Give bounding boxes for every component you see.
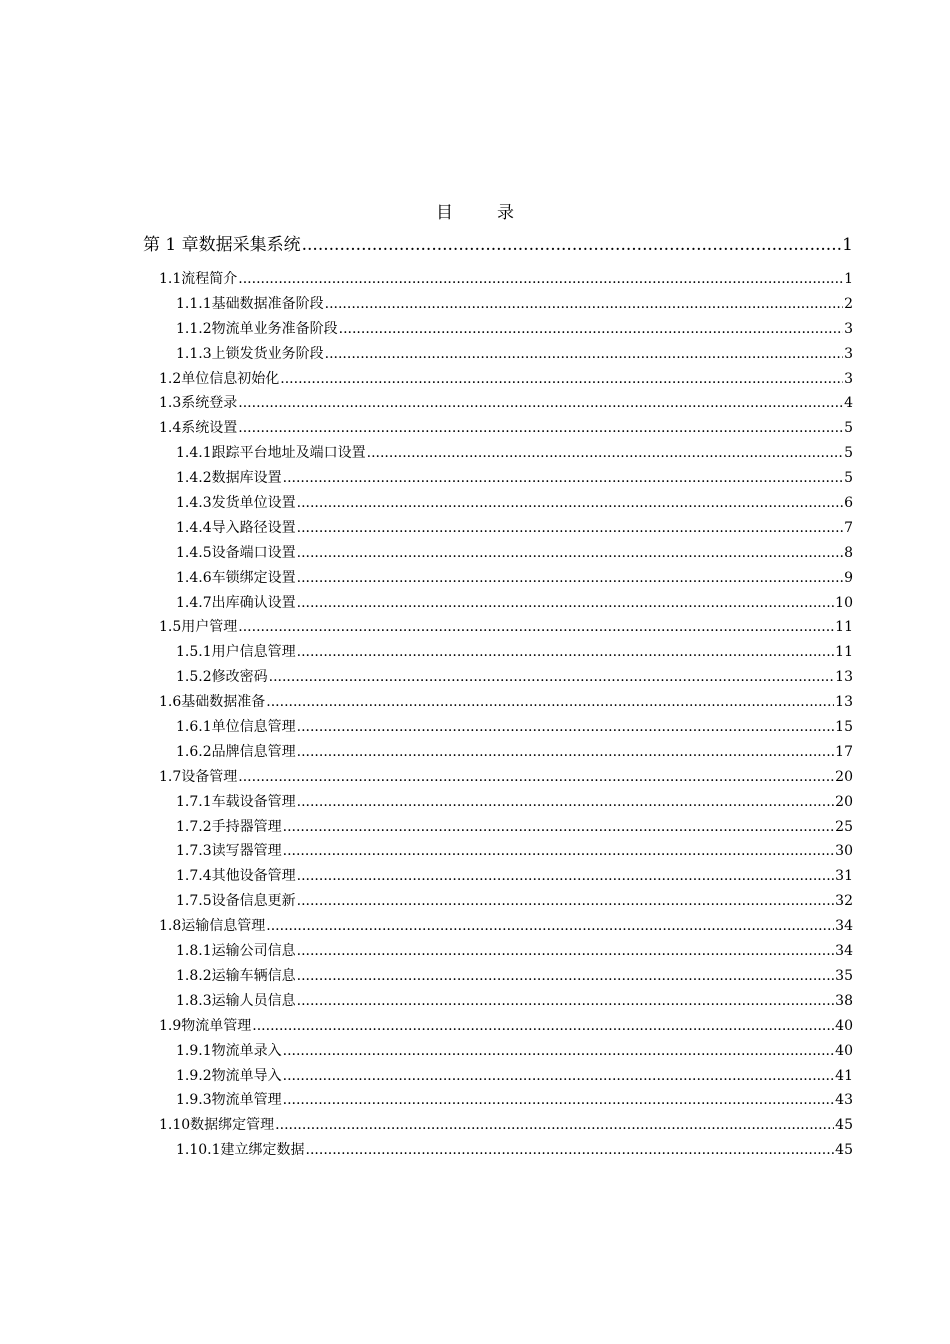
toc-entry-number: 1.6.2 xyxy=(176,743,212,760)
toc-entry-number: 1.9.3 xyxy=(176,1092,212,1109)
toc-entry-number: 1.7.5 xyxy=(176,893,212,910)
toc-dot-leader xyxy=(306,1142,835,1158)
toc-entry-page-number: 4 xyxy=(844,395,853,412)
toc-entry-label: 手持器管理 xyxy=(211,818,282,835)
toc-dot-leader xyxy=(297,744,835,760)
toc-entry-page-number: 45 xyxy=(835,1142,853,1159)
toc-entry[interactable] xyxy=(143,641,853,666)
toc-entry-label: 单位信息管理 xyxy=(211,719,296,736)
toc-entry[interactable] xyxy=(143,666,853,691)
toc-entry-label: 上锁发货业务阶段 xyxy=(211,345,324,362)
toc-entry-page-number: 8 xyxy=(844,544,853,561)
table-of-contents xyxy=(143,230,853,1164)
toc-entry-page-number: 15 xyxy=(835,719,853,736)
toc-entry-page-number: 1 xyxy=(844,271,853,287)
toc-dot-leader xyxy=(325,296,843,312)
toc-entry-number: 1.6.1 xyxy=(176,719,212,736)
toc-entry-number: 1.8.3 xyxy=(176,992,212,1009)
toc-entry-number: 1.4.7 xyxy=(176,594,212,611)
toc-entry[interactable] xyxy=(143,965,853,990)
toc-entry-page-number: 43 xyxy=(835,1092,853,1109)
toc-entry[interactable] xyxy=(143,318,853,343)
toc-entry[interactable] xyxy=(143,368,853,393)
toc-dot-leader xyxy=(283,1043,835,1059)
toc-entry[interactable] xyxy=(143,1015,853,1040)
toc-entry-number: 1.10.1 xyxy=(176,1142,221,1159)
toc-dot-leader xyxy=(297,794,835,810)
toc-dot-leader xyxy=(283,843,835,859)
toc-entry-number: 1.7.4 xyxy=(176,868,212,885)
toc-entry[interactable] xyxy=(143,915,853,940)
toc-entry-page-number: 32 xyxy=(835,893,853,910)
toc-entry-label: 用户管理 xyxy=(181,619,238,636)
toc-entry-label: 物流单管理 xyxy=(181,1017,252,1034)
toc-dot-leader xyxy=(297,719,835,735)
toc-entry-label: 物流单管理 xyxy=(211,1092,282,1109)
toc-entry-page-number: 5 xyxy=(844,420,853,437)
toc-entry-number: 1.7 xyxy=(159,768,182,785)
toc-entry-label: 数据绑定管理 xyxy=(190,1117,275,1134)
toc-entry[interactable] xyxy=(143,890,853,915)
toc-entry-number: 1.1.1 xyxy=(176,295,212,312)
toc-entry-page-number: 11 xyxy=(835,644,853,661)
toc-entry-page-number: 30 xyxy=(835,843,853,860)
toc-entry[interactable] xyxy=(143,492,853,517)
toc-entry[interactable] xyxy=(143,940,853,965)
toc-entry-number: 1.4.3 xyxy=(176,495,212,512)
toc-dot-leader xyxy=(238,420,843,436)
toc-dot-leader xyxy=(238,769,834,785)
toc-entry[interactable] xyxy=(143,691,853,716)
toc-entry-label: 物流单业务准备阶段 xyxy=(211,320,338,337)
toc-entry-page-number: 38 xyxy=(835,992,853,1009)
toc-heading xyxy=(0,198,950,223)
toc-dot-leader xyxy=(283,819,835,835)
toc-entry-label: 用户信息管理 xyxy=(211,644,296,661)
toc-dot-leader xyxy=(297,993,835,1009)
toc-entry-number: 1.4.4 xyxy=(176,519,212,536)
toc-entry-number: 1.7.2 xyxy=(176,818,212,835)
toc-entry-label: 修改密码 xyxy=(211,669,268,686)
toc-entry-page-number: 5 xyxy=(844,445,853,462)
toc-entry-number: 1.4.1 xyxy=(176,445,212,462)
toc-dot-leader xyxy=(297,968,835,984)
toc-entry-page-number: 20 xyxy=(835,793,853,810)
toc-entry-label: 设备管理 xyxy=(181,768,238,785)
toc-entry-label: 其他设备管理 xyxy=(211,868,296,885)
toc-dot-leader xyxy=(266,694,834,710)
toc-entry-number: 1.8 xyxy=(159,918,182,935)
toc-dot-leader xyxy=(297,570,843,586)
toc-entry-page-number: 13 xyxy=(835,669,853,686)
toc-dot-leader xyxy=(252,1018,834,1034)
toc-entry[interactable] xyxy=(143,816,853,841)
toc-entry-label: 基础数据准备 xyxy=(181,694,266,711)
toc-entry-label: 品牌信息管理 xyxy=(211,743,296,760)
toc-entry[interactable] xyxy=(143,1040,853,1065)
toc-entry-label: 基础数据准备阶段 xyxy=(211,295,324,312)
toc-entry[interactable] xyxy=(143,840,853,865)
toc-entry-label: 运输公司信息 xyxy=(211,943,296,960)
toc-entry-label: 出库确认设置 xyxy=(211,594,296,611)
toc-dot-leader xyxy=(269,669,835,685)
toc-entry-page-number: 7 xyxy=(844,519,853,536)
toc-entry[interactable] xyxy=(143,567,853,592)
toc-entry-label: 系统登录 xyxy=(181,395,238,412)
toc-dot-leader xyxy=(266,918,834,934)
toc-entry-number: 1.8.1 xyxy=(176,943,212,960)
toc-entry-label: 建立绑定数据 xyxy=(220,1142,305,1159)
toc-entry[interactable] xyxy=(143,230,853,260)
toc-entry-number: 1.9 xyxy=(159,1017,182,1034)
toc-entry-page-number: 10 xyxy=(835,594,853,611)
toc-entry[interactable] xyxy=(143,865,853,890)
toc-entry[interactable] xyxy=(143,392,853,417)
toc-entry-number: 1.4 xyxy=(159,420,182,437)
toc-dot-leader xyxy=(297,943,835,959)
toc-entry-label: 物流单录入 xyxy=(211,1042,282,1059)
toc-dot-leader xyxy=(283,1092,835,1108)
toc-entry-label: 车锁绑定设置 xyxy=(211,569,296,586)
toc-entry-label: 读写器管理 xyxy=(211,843,282,860)
toc-entry-number: 1.5 xyxy=(159,619,182,636)
toc-entry[interactable] xyxy=(143,1089,853,1114)
toc-entry[interactable] xyxy=(143,517,853,542)
toc-entry-label: 运输信息管理 xyxy=(181,918,266,935)
toc-entry[interactable] xyxy=(143,766,853,791)
toc-dot-leader xyxy=(339,321,843,337)
toc-entry[interactable] xyxy=(143,467,853,492)
toc-entry-page-number: 13 xyxy=(835,694,853,711)
toc-entry-number: 1.5.2 xyxy=(176,669,212,686)
toc-entry-page-number: 3 xyxy=(844,345,853,362)
toc-dot-leader xyxy=(283,1068,835,1084)
toc-entry-page-number: 5 xyxy=(844,470,853,487)
toc-entry[interactable] xyxy=(143,442,853,467)
toc-entry-label: 流程简介 xyxy=(181,271,238,287)
toc-entry-page-number: 31 xyxy=(835,868,853,885)
toc-entry[interactable] xyxy=(143,716,853,741)
toc-entry-number: 1.7.1 xyxy=(176,793,212,810)
toc-entry-label: 车载设备管理 xyxy=(211,793,296,810)
toc-entry-number: 1.4.2 xyxy=(176,470,212,487)
toc-entry[interactable] xyxy=(143,268,853,293)
toc-entry-page-number: 25 xyxy=(835,818,853,835)
toc-entry-label: 数据库设置 xyxy=(211,470,282,487)
toc-entry[interactable] xyxy=(143,293,853,318)
toc-entry[interactable] xyxy=(143,343,853,368)
toc-entry-number: 1.2 xyxy=(159,370,182,387)
toc-entry-page-number: 34 xyxy=(835,943,853,960)
toc-dot-leader xyxy=(238,619,834,635)
toc-entry[interactable] xyxy=(143,1139,853,1164)
toc-entry[interactable] xyxy=(143,791,853,816)
toc-entry[interactable] xyxy=(143,417,853,442)
toc-entry[interactable] xyxy=(143,1065,853,1090)
toc-entry-label: 运输车辆信息 xyxy=(211,967,296,984)
toc-entry-page-number: 11 xyxy=(835,619,853,636)
toc-dot-leader xyxy=(297,495,843,511)
toc-entry[interactable] xyxy=(143,741,853,766)
toc-entry-number: 1.3 xyxy=(159,395,182,412)
toc-entry-page-number: 3 xyxy=(844,320,853,337)
toc-dot-leader xyxy=(297,545,843,561)
toc-entry-page-number: 17 xyxy=(835,743,853,760)
toc-dot-leader xyxy=(297,595,835,611)
toc-dot-leader xyxy=(297,893,835,909)
toc-dot-leader xyxy=(283,470,843,486)
toc-entry-number: 1.9.1 xyxy=(176,1042,212,1059)
toc-entry-number: 1.9.2 xyxy=(176,1067,212,1084)
toc-entry-label: 发货单位设置 xyxy=(211,495,296,512)
toc-entry-label: 设备信息更新 xyxy=(211,893,296,910)
toc-dot-leader xyxy=(280,371,843,387)
toc-entry-page-number: 1 xyxy=(842,235,853,255)
toc-entry[interactable] xyxy=(143,616,853,641)
toc-entry-number: 1.1.2 xyxy=(176,320,212,337)
toc-dot-leader xyxy=(238,395,843,411)
toc-entry-page-number: 40 xyxy=(835,1017,853,1034)
toc-entry-page-number: 45 xyxy=(835,1117,853,1134)
toc-entry-page-number: 9 xyxy=(844,569,853,586)
toc-entry-number: 1.4.5 xyxy=(176,544,212,561)
toc-entry-label: 设备端口设置 xyxy=(211,544,296,561)
toc-entry-number: 1.1 xyxy=(159,271,182,287)
toc-entry-page-number: 2 xyxy=(844,295,853,312)
toc-dot-leader xyxy=(275,1117,834,1133)
toc-entry-number: 1.5.1 xyxy=(176,644,212,661)
toc-dot-leader xyxy=(302,235,842,255)
toc-entry-number: 1.10 xyxy=(159,1117,191,1134)
toc-entry-number: 1.7.3 xyxy=(176,843,212,860)
toc-entry-number: 1.1.3 xyxy=(176,345,212,362)
toc-entry-page-number: 34 xyxy=(835,918,853,935)
toc-entry-label: 数据采集系统 xyxy=(198,235,301,255)
toc-entry-label: 跟踪平台地址及端口设置 xyxy=(211,445,366,462)
toc-entry-number: 1.4.6 xyxy=(176,569,212,586)
toc-entry-page-number: 35 xyxy=(835,967,853,984)
toc-dot-leader xyxy=(297,868,835,884)
toc-entry-number: 第 1 章 xyxy=(143,235,199,255)
toc-entry[interactable] xyxy=(143,990,853,1015)
toc-entry-label: 导入路径设置 xyxy=(211,519,296,536)
toc-entry-page-number: 20 xyxy=(835,768,853,785)
toc-entry-number: 1.8.2 xyxy=(176,967,212,984)
toc-entry[interactable] xyxy=(143,592,853,617)
toc-entry-label: 系统设置 xyxy=(181,420,238,437)
toc-entry-page-number: 41 xyxy=(835,1067,853,1084)
toc-heading-part-2: 录 xyxy=(497,203,514,223)
toc-entry-label: 物流单导入 xyxy=(211,1067,282,1084)
toc-entry-page-number: 6 xyxy=(844,495,853,512)
toc-dot-leader xyxy=(325,346,843,362)
toc-entry-page-number: 40 xyxy=(835,1042,853,1059)
toc-dot-leader xyxy=(367,445,843,461)
toc-entry[interactable] xyxy=(143,542,853,567)
toc-dot-leader xyxy=(297,644,835,660)
toc-dot-leader xyxy=(238,271,843,287)
toc-entry-label: 单位信息初始化 xyxy=(181,370,280,387)
toc-entry-number: 1.6 xyxy=(159,694,182,711)
toc-dot-leader xyxy=(297,520,843,536)
toc-heading-part-1: 目 xyxy=(436,203,453,223)
toc-entry-page-number: 3 xyxy=(844,370,853,387)
toc-entry-label: 运输人员信息 xyxy=(211,992,296,1009)
toc-entry[interactable] xyxy=(143,1114,853,1139)
